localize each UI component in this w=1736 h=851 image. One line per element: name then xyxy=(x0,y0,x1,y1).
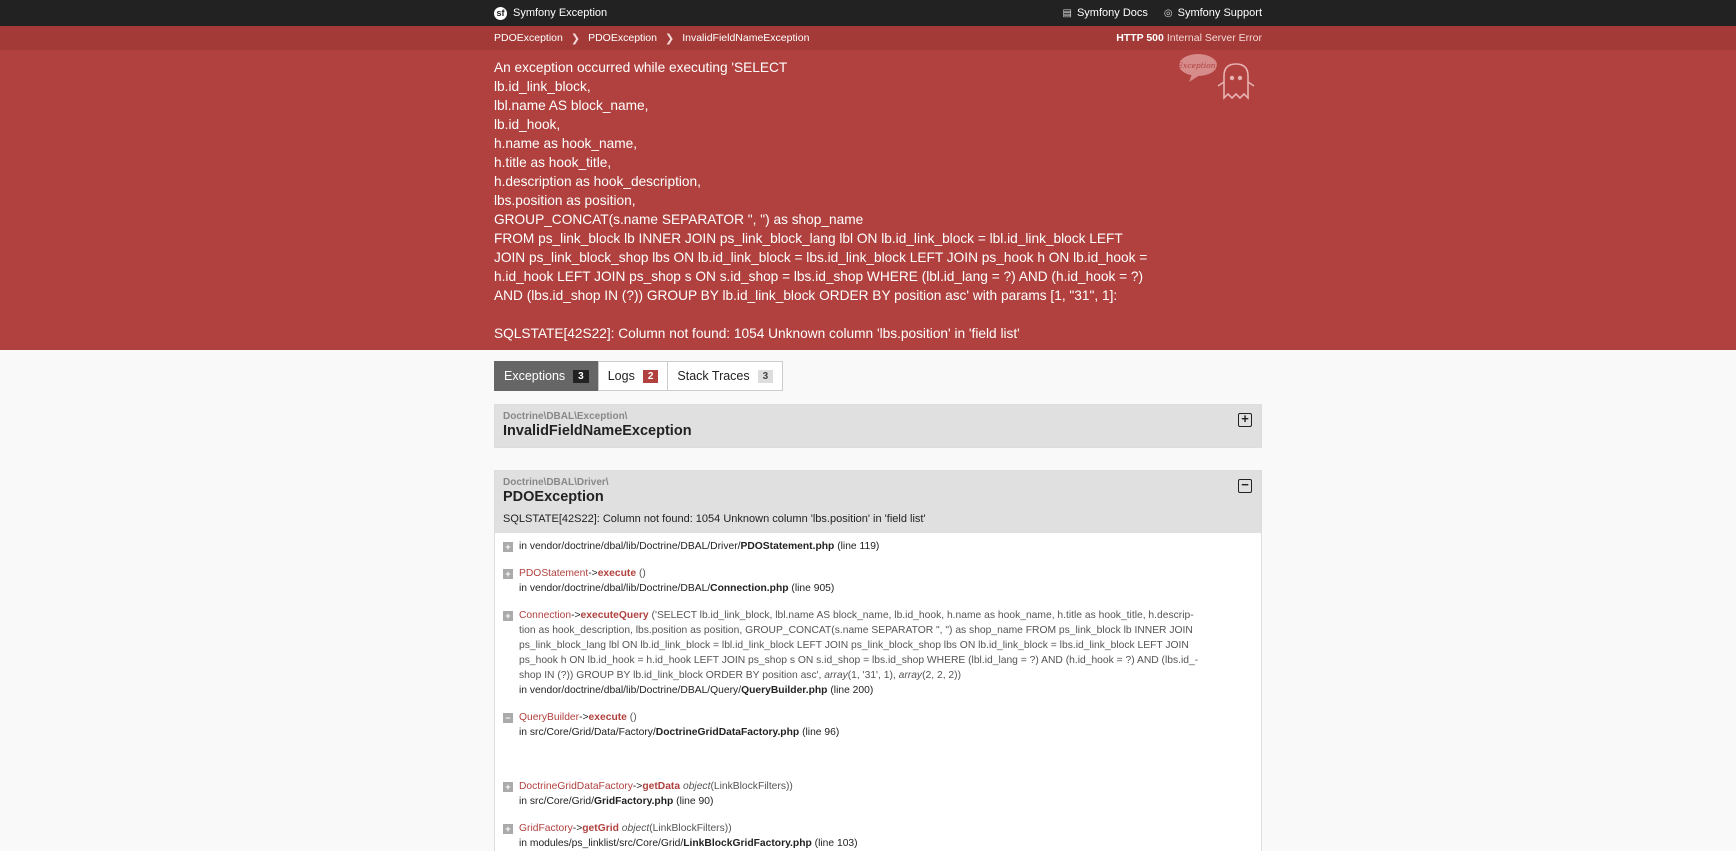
breadcrumb-item[interactable]: PDOException xyxy=(494,32,563,44)
brand xyxy=(494,7,607,20)
collapse-icon[interactable]: − xyxy=(1238,479,1252,493)
breadcrumb-item[interactable]: InvalidFieldNameException xyxy=(682,32,810,44)
message-line: h.description as hook_description, xyxy=(494,174,701,189)
trace-frame xyxy=(495,539,1261,554)
message-line: An exception occurred while executing 'SELECT xyxy=(494,60,788,75)
count-badge: 2 xyxy=(643,370,659,383)
tab-bar xyxy=(494,361,1262,391)
path-dir: in vendor/doctrine/dbal/lib/Doctrine/DBAL/Driver/ xyxy=(519,541,741,552)
frame-args-text: shop IN (?)) GROUP BY lb.id_link_block ORDER BY position asc', xyxy=(519,670,825,681)
trace-frame xyxy=(495,566,1261,596)
symfony-support-label: Symfony Support xyxy=(1177,7,1262,19)
frame-args: ps_link_block_lang lbl ON lb.id_link_block = lbl.id_link_block LEFT JOIN ps_link_block_shop lbs ON lb.id_link_block = lbs.id_link_block LEFT JOIN xyxy=(519,640,1189,651)
trace-frame xyxy=(495,608,1261,698)
tab-label: Logs xyxy=(607,369,635,383)
frame-method[interactable]: execute xyxy=(588,712,627,723)
tab-stack-traces[interactable] xyxy=(667,361,783,391)
top-bar xyxy=(0,0,1736,26)
support-icon: ◎ xyxy=(1163,7,1173,19)
expand-frame-icon[interactable]: + xyxy=(503,824,513,834)
collapse-frame-icon[interactable]: − xyxy=(503,713,513,723)
file-name: DoctrineGridDataFactory.php xyxy=(655,727,800,738)
expand-icon[interactable]: + xyxy=(1238,413,1252,427)
frame-args xyxy=(622,823,732,834)
code-excerpt xyxy=(519,740,1253,767)
exception-ghost-icon xyxy=(1178,52,1262,102)
frame-args: () xyxy=(638,568,646,579)
symfony-support-link[interactable] xyxy=(1164,7,1262,19)
frame-call xyxy=(519,779,1253,794)
line-number: (line 96) xyxy=(802,727,840,738)
path-dir: in modules/ps_linklist/src/Core/Grid/ xyxy=(519,838,684,849)
message-line: lbl.name AS block_name, xyxy=(494,98,649,113)
arg-type: array xyxy=(824,670,848,681)
status-text: Internal Server Error xyxy=(1166,32,1262,44)
exception-class: InvalidFieldNameException xyxy=(503,423,692,439)
file-name: Connection.php xyxy=(710,583,789,594)
expand-frame-icon[interactable]: + xyxy=(503,611,513,621)
message-line xyxy=(494,305,1262,324)
frame-class[interactable]: Connection xyxy=(519,610,572,621)
frame-args xyxy=(683,781,793,792)
frame-arrow: -> xyxy=(588,568,598,579)
status-code: HTTP 500 xyxy=(1116,32,1164,44)
message-line: AND (lbs.id_shop IN (?)) GROUP BY lb.id_link_block ORDER BY position asc' with params [1, "31", 1]: xyxy=(494,288,1118,303)
exception-class: PDOException xyxy=(503,489,604,505)
breadcrumb xyxy=(494,32,809,45)
book-icon: ▤ xyxy=(1062,7,1072,19)
frame-call xyxy=(519,566,1253,581)
frame-method[interactable]: getGrid xyxy=(582,823,619,834)
tab-label: Stack Traces xyxy=(677,369,750,383)
line-number: (line 90) xyxy=(676,796,714,807)
frame-call xyxy=(519,710,1253,725)
frame-call xyxy=(519,608,1253,623)
arg-value: (2, 2, 2)) xyxy=(922,670,962,681)
trace-frame xyxy=(495,821,1261,851)
line-number: (line 103) xyxy=(814,838,858,849)
frame-class[interactable]: QueryBuilder xyxy=(519,712,580,723)
frame-method[interactable]: execute xyxy=(597,568,637,579)
frame-class[interactable]: GridFactory xyxy=(519,823,573,834)
exception-namespace: Doctrine\DBAL\Driver\ xyxy=(503,477,609,488)
frame-call xyxy=(519,821,1253,836)
count-badge: 3 xyxy=(573,370,589,383)
file-name: LinkBlockGridFactory.php xyxy=(683,838,812,849)
trace-header[interactable] xyxy=(495,471,1261,533)
arg-value: (1, '31', 1), xyxy=(847,670,899,681)
message-line: SQLSTATE[42S22]: Column not found: 1054 Unknown column 'lbs.position' in 'field list' xyxy=(494,326,1020,341)
path-dir: in vendor/doctrine/dbal/lib/Doctrine/DBAL/ xyxy=(519,583,711,594)
message-line: h.id_hook LEFT JOIN ps_shop s ON s.id_shop = lbs.id_shop WHERE (lbl.id_lang = ?) AND (h.id_hook = ?) xyxy=(494,269,1144,284)
arg-type: object xyxy=(682,781,711,792)
frame-args: tion as hook_description, lbs.position as position, GROUP_CONCAT(s.name SEPARATOR ", ") as shop_name FROM ps_link_block lb INNER JOIN xyxy=(519,625,1193,636)
line-number: (line 200) xyxy=(830,685,874,696)
arg-type: object xyxy=(621,823,650,834)
message-line: lb.id_link_block, xyxy=(494,79,591,94)
tab-label: Exceptions xyxy=(504,369,566,383)
frame-class[interactable]: PDOStatement xyxy=(519,568,589,579)
frame-class[interactable]: DoctrineGridDataFactory xyxy=(519,781,633,792)
chevron-right-icon: ❯ xyxy=(664,32,675,45)
frame-path xyxy=(519,683,1253,698)
ghost-text: Exception! xyxy=(1178,61,1219,70)
exception-message-text: SQLSTATE[42S22]: Column not found: 1054 Unknown column 'lbs.position' in 'field list' xyxy=(503,513,926,525)
trace-frame xyxy=(495,779,1261,809)
exception-trace xyxy=(494,470,1262,851)
message-line: h.name as hook_name, xyxy=(494,136,638,151)
frame-arrow: -> xyxy=(571,610,581,621)
breadcrumb-item[interactable]: PDOException xyxy=(588,32,657,44)
chevron-right-icon: ❯ xyxy=(570,32,581,45)
frame-method[interactable]: executeQuery xyxy=(580,610,649,621)
trace-header[interactable] xyxy=(495,405,1261,447)
expand-frame-icon[interactable]: + xyxy=(503,542,513,552)
frame-args xyxy=(519,668,1253,683)
frame-args: () xyxy=(629,712,637,723)
symfony-logo-icon: sf xyxy=(494,7,507,20)
frame-path xyxy=(519,581,1253,596)
trace-frame xyxy=(495,710,1261,767)
arg-value: (LinkBlockFilters)) xyxy=(649,823,732,834)
message-line: JOIN ps_link_block_shop lbs ON lb.id_link_block = lbs.id_link_block LEFT JOIN ps_hook h ON lb.id_hook = xyxy=(494,250,1148,265)
message-line: h.title as hook_title, xyxy=(494,155,612,170)
line-number: (line 905) xyxy=(791,583,835,594)
frame-path xyxy=(519,836,1253,851)
frame-arrow: -> xyxy=(572,823,583,834)
frame-args: ('SELECT lb.id_link_block, lbl.name AS block_name, lb.id_hook, h.name as hook_name, h.title as hook_title, h.descrip- xyxy=(651,610,1194,621)
path-dir: in src/Core/Grid/ xyxy=(519,796,594,807)
frame-arrow: -> xyxy=(632,781,643,792)
frame-method[interactable]: getData xyxy=(642,781,681,792)
arg-type: array xyxy=(898,670,923,681)
message-line: FROM ps_link_block lb INNER JOIN ps_link_block_lang lbl ON lb.id_link_block = lbl.id_link_block LEFT xyxy=(494,231,1123,246)
exception-header xyxy=(0,26,1736,350)
trace-frames xyxy=(495,533,1261,851)
tab-logs[interactable] xyxy=(598,361,669,391)
exception-namespace: Doctrine\DBAL\Exception\ xyxy=(503,411,628,422)
http-status xyxy=(1116,32,1262,44)
file-name: GridFactory.php xyxy=(593,796,674,807)
exception-message xyxy=(494,50,1262,350)
path-dir: in vendor/doctrine/dbal/lib/Doctrine/DBAL/Query/ xyxy=(519,685,742,696)
symfony-docs-link[interactable] xyxy=(1063,7,1148,19)
expand-frame-icon[interactable]: + xyxy=(503,782,513,792)
brand-title: Symfony Exception xyxy=(513,7,608,19)
frame-args: ps_hook h ON lb.id_hook = h.id_hook LEFT JOIN ps_shop s ON s.id_shop = lbs.id_shop WHERE (lbl.id_lang = ?) AND (h.id_hook = ?) AND (lbs.id_- xyxy=(519,655,1199,666)
frame-path xyxy=(519,725,1253,740)
message-line: GROUP_CONCAT(s.name SEPARATOR ", ") as shop_name xyxy=(494,212,864,227)
frame-path xyxy=(519,539,1253,554)
line-number: (line 119) xyxy=(837,541,880,552)
file-name: PDOStatement.php xyxy=(740,541,835,552)
expand-frame-icon[interactable]: + xyxy=(503,569,513,579)
arg-value: (LinkBlockFilters)) xyxy=(710,781,793,792)
file-name: QueryBuilder.php xyxy=(741,685,828,696)
tab-exceptions[interactable] xyxy=(494,361,599,391)
frame-path xyxy=(519,794,1253,809)
path-dir: in src/Core/Grid/Data/Factory/ xyxy=(519,727,656,738)
frame-arrow: -> xyxy=(579,712,589,723)
message-line: lbs.position as position, xyxy=(494,193,636,208)
count-badge: 3 xyxy=(758,370,774,383)
symfony-docs-label: Symfony Docs xyxy=(1076,7,1148,19)
exception-trace xyxy=(494,404,1262,448)
message-line: lb.id_hook, xyxy=(494,117,561,132)
